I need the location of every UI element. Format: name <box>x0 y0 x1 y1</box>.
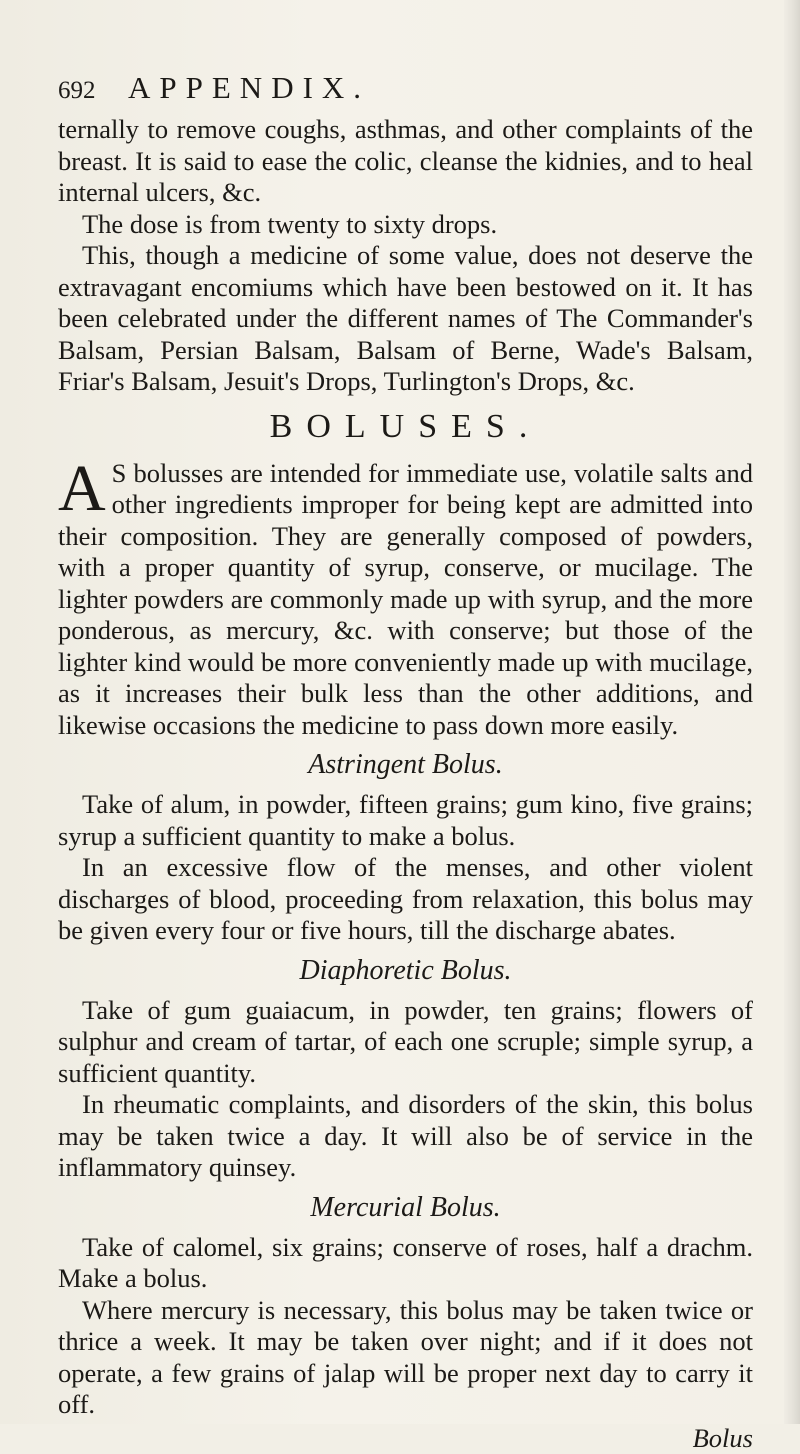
boluses-text: S bolusses are intended for immediate use, volatile salts and other ingredients improper for being kept are admitted into their composition. They are generally composed of powders, with a proper quantity of syrup, conserve, or mucilage. The lighter powders are commonly made up with syrup, and the more ponderous, as mercury, &c. with conserve; but those of the lighter kind would be more conveniently made up with mucilage, as it increases their bulk less than the other additions, and likewise occasions the medicine to pass down more easily. <box>58 458 753 740</box>
boluses-paragraph <box>58 458 753 742</box>
page-edge <box>784 0 800 1424</box>
mercurial-recipe: Take of calomel, six grains; conserve of roses, half a drachm. Make a bolus. <box>58 1232 753 1295</box>
diaphoretic-bolus-title: Diaphoretic Bolus. <box>58 953 753 989</box>
paragraph-balsam-names: This, though a medicine of some value, does not deserve the extravagant encomiums which have been bestowed on it. It has been celebrated under the different names of The Commander's Balsam, Persian Balsam, Balsam of Berne, Wade's Balsam, Friar's Balsam, Jesuit's Drops, Turlington's Drops, &c. <box>58 240 753 398</box>
drop-cap: A <box>58 462 106 516</box>
diaphoretic-recipe: Take of gum guaiacum, in powder, ten grains; flowers of sulphur and cream of tartar, of each one scruple; simple syrup, a sufficient quantity. <box>58 995 753 1090</box>
astringent-use: In an excessive flow of the menses, and other violent discharges of blood, proceeding from relaxation, this bolus may be given every four or five hours, till the discharge abates. <box>58 852 753 947</box>
mercurial-use: Where mercury is necessary, this bolus may be taken twice or thrice a week. It may be taken over night; and if it does not operate, a few grains of jalap will be proper next day to carry it off. <box>58 1295 753 1421</box>
mercurial-bolus-title: Mercurial Bolus. <box>58 1190 753 1226</box>
paragraph-dose: The dose is from twenty to sixty drops. <box>58 209 753 241</box>
catchword: Bolus <box>58 1423 753 1454</box>
section-title: BOLUSES. <box>58 408 753 446</box>
diaphoretic-use: In rheumatic complaints, and disorders of the skin, this bolus may be taken twice a day. It will also be of service in the inflammatory quinsey. <box>58 1089 753 1184</box>
page-header <box>58 72 753 112</box>
page-text <box>58 72 753 1454</box>
running-head: APPENDIX. <box>128 72 370 104</box>
page-number: 692 <box>58 75 128 107</box>
astringent-bolus-title: Astringent Bolus. <box>58 747 753 783</box>
paragraph-intro: ternally to remove coughs, asthmas, and other complaints of the breast. It is said to ease the colic, cleanse the kidnies, and to heal internal ulcers, &c. <box>58 114 753 209</box>
astringent-recipe: Take of alum, in powder, fifteen grains; gum kino, five grains; syrup a sufficient quantity to make a bolus. <box>58 789 753 852</box>
